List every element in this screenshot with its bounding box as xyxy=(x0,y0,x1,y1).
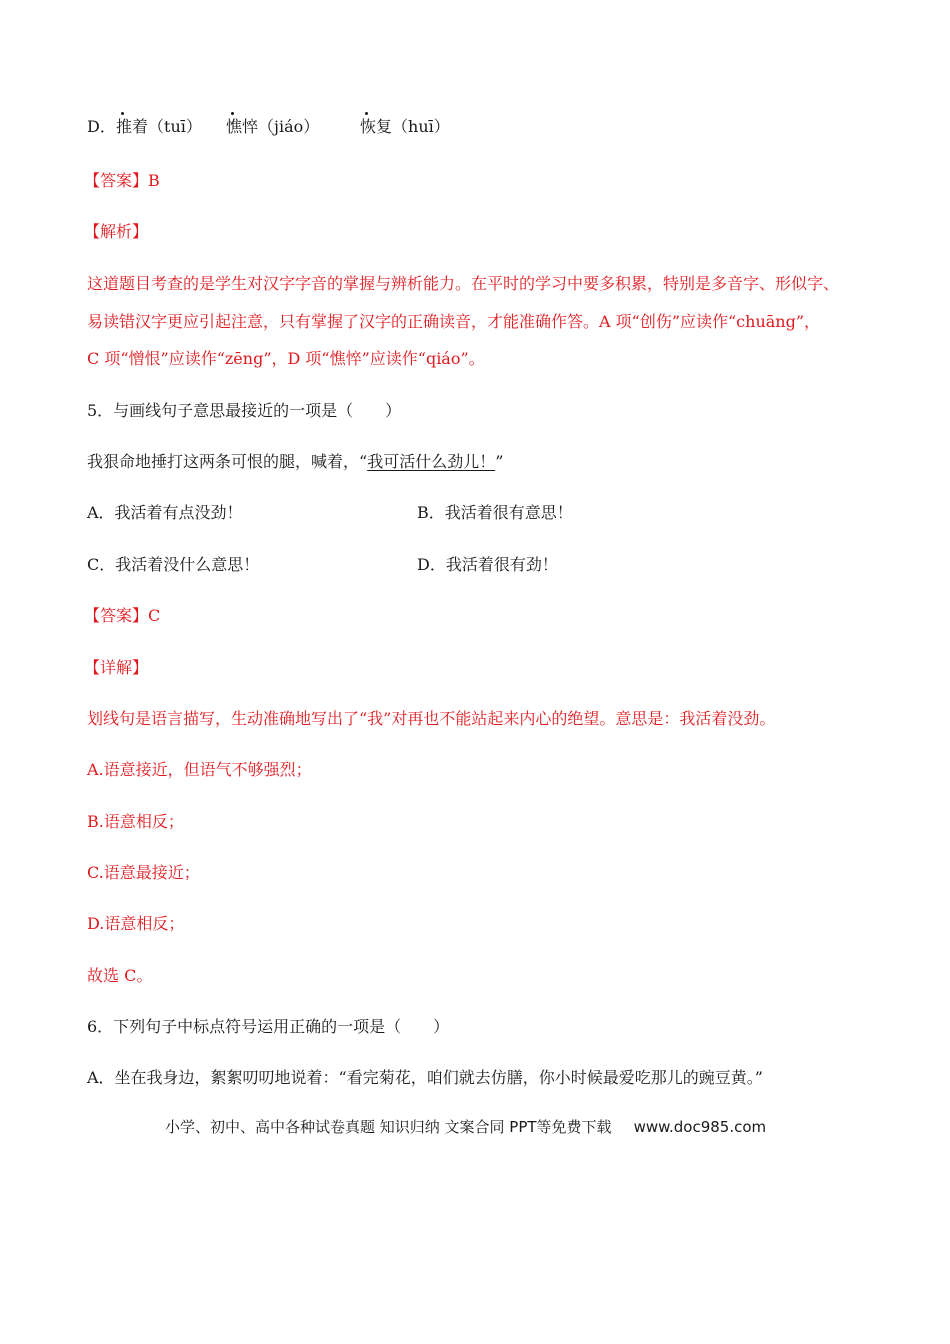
option-d-item-1 xyxy=(116,117,202,137)
q5-underlined-sentence: 我可活什么劲儿！ xyxy=(367,452,496,471)
q4-option-d xyxy=(87,117,116,137)
q5-sentence-suffix: ” xyxy=(495,452,504,471)
q5-option-d: D．我活着很有劲！ xyxy=(417,555,558,574)
dotted-char: 恢 xyxy=(360,117,377,136)
q5-sentence-prefix: 我狠命地捶打这两条可恨的腿，喊着，“ xyxy=(87,452,368,471)
q4-analysis-title: 【解析】 xyxy=(84,222,149,241)
q6-option-a: A．坐在我身边，絮絮叨叨地说着：“看完菊花，咱们就去仿膳，你小时候最爱吃那儿的豌豆黄。” xyxy=(87,1068,763,1087)
q6-stem: 6．下列句子中标点符号运用正确的一项是（ ） xyxy=(87,1017,450,1036)
q5-sentence xyxy=(87,452,503,472)
q5-detail-line-4: C.语意最接近； xyxy=(87,863,200,882)
option-d-item-text: 复（huī） xyxy=(376,117,450,136)
q5-stem: 5．与画线句子意思最接近的一项是（ ） xyxy=(87,401,402,420)
option-d-item-3 xyxy=(360,117,450,137)
q4-analysis-line-1: 这道题目考查的是学生对汉字字音的掌握与辨析能力。在平时的学习中要多积累，特别是多音字、形似字、 xyxy=(87,274,840,293)
option-d-item-2 xyxy=(226,117,319,137)
q5-option-a: A．我活着有点没劲！ xyxy=(87,503,243,522)
dotted-char: 憔 xyxy=(226,117,243,136)
option-d-item-text: 着（tuī） xyxy=(132,117,202,136)
q5-detail-line-2: A.语意接近，但语气不够强烈； xyxy=(87,760,312,779)
q5-detail-line-3: B.语意相反； xyxy=(87,812,184,831)
q4-analysis-line-2: 易读错汉字更应引起注意，只有掌握了汉字的正确读音，才能准确作答。A 项“创伤”应读作“chuāng”， xyxy=(87,312,821,331)
option-d-label: D． xyxy=(87,117,116,136)
q4-answer: 【答案】B xyxy=(84,171,160,190)
q4-analysis-line-3: C 项“憎恨”应读作“zēng”，D 项“憔悴”应读作“qiáo”。 xyxy=(87,349,485,368)
footer-url[interactable]: www.doc985.com xyxy=(633,1118,767,1136)
q5-detail-title: 【详解】 xyxy=(84,658,149,677)
footer-text: 小学、初中、高中各种试卷真题 知识归纳 文案合同 PPT等免费下载 xyxy=(165,1118,612,1136)
q5-detail-line-5: D.语意相反； xyxy=(87,914,185,933)
dotted-char: 推 xyxy=(116,117,133,136)
q5-detail-line-1: 划线句是语言描写，生动准确地写出了“我”对再也不能站起来内心的绝望。意思是：我活着没劲。 xyxy=(87,709,776,728)
option-d-item-text: 悴（jiáo） xyxy=(242,117,320,136)
q5-option-c: C．我活着没什么意思！ xyxy=(87,555,260,574)
page-footer xyxy=(165,1116,766,1137)
q5-detail-line-6: 故选 C。 xyxy=(87,966,153,985)
q5-answer: 【答案】C xyxy=(84,606,161,625)
q5-option-b: B．我活着很有意思！ xyxy=(417,503,573,522)
